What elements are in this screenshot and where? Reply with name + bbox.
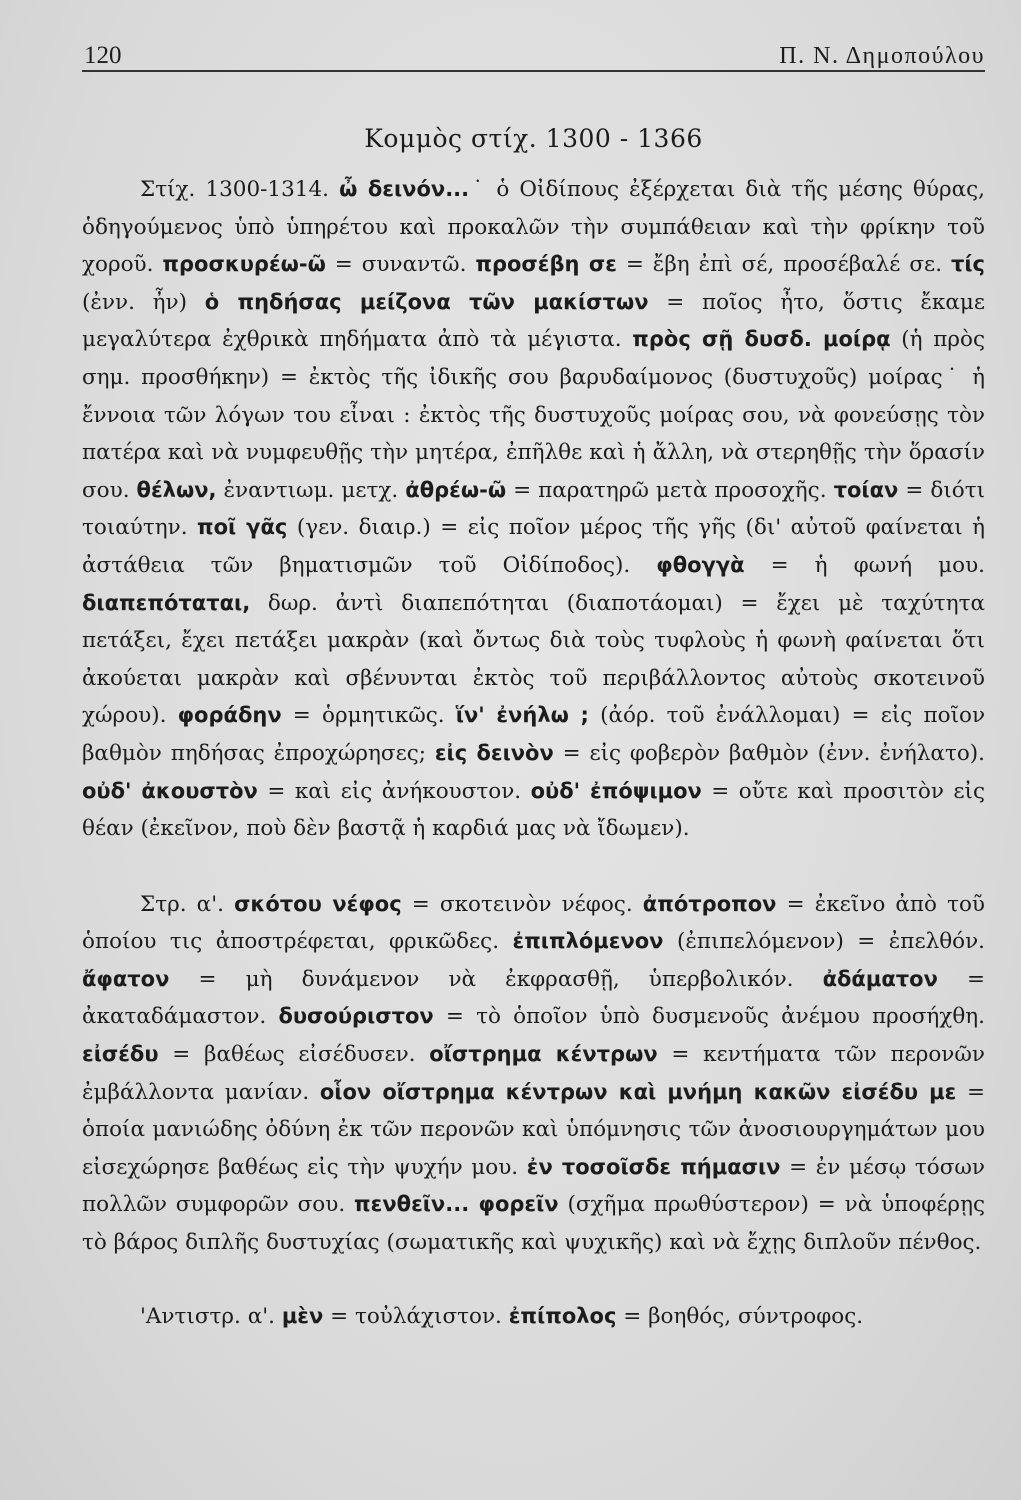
paragraph-indent — [82, 1304, 140, 1329]
lemma-term: μὲν — [281, 1303, 324, 1328]
gloss-text: (ἀόρ. τοῦ ἐνάλλομαι) = εἰς ποῖον βαθμὸν πηδήσας ἐπροχώρησες; — [82, 703, 986, 766]
lemma-term: ἐπιπλόμενον — [512, 929, 664, 954]
lemma-term: εἰσέδυ — [82, 1042, 159, 1067]
lemma-term: οἷον οἴστρημα κέντρων καὶ μνήμη κακῶν εἰσέδυ με — [319, 1079, 957, 1104]
gloss-text: = ἡ φωνή μου. — [744, 552, 985, 578]
gloss-text: (ἡ πρὸς σημ. προσθήκην) = ἐκτὸς τῆς ἰδικῆς σου βαρυδαίμονος (δυστυχοῦς) μοίρας˙ ἡ ἔννοια τῶν λόγων του εἶναι : ἐκτὸς τῆς δυστυχοῦς μοίρας σου, νὰ φονεύσῃς τὸν πατέρα καὶ νὰ νυμφευθῇς τὴν μητέρα, ἐπῆλθε καὶ ἡ ἄλλη, νὰ στερηθῇς τὴν ὅρασίν σου. — [82, 327, 985, 503]
lemma-term: οὐδ' ἐπόψιμον — [530, 778, 702, 803]
gloss-text: = τοὐλάχιστον. — [323, 1303, 509, 1329]
gloss-text: = βαθέως εἰσέδυσεν. — [158, 1042, 430, 1068]
paragraph-indent — [82, 177, 140, 202]
gloss-text: = κεντήματα τῶν περονῶν ἐμβάλλοντα μανίαν. — [82, 1042, 985, 1105]
lemma-term: ἄφατον — [82, 966, 170, 991]
lemma-term: δυσούριστον — [278, 1004, 434, 1029]
paragraph-gap — [82, 1262, 985, 1298]
gloss-text: (ἐπιπελόμενον) = ἐπελθόν. — [663, 929, 985, 955]
gloss-text: (σχῆμα πρωθύστερον) = νὰ ὑποφέρῃς τὸ βάρος διπλῆς δυστυχίας (σωματικῆς καὶ ψυχικῆς) καὶ νὰ ἔχῃς διπλοῦν πένθος. — [82, 1192, 985, 1256]
gloss-text: ἐναντιωμ. μετχ. — [216, 477, 406, 503]
lemma-term: ἀθρέω-ῶ — [405, 477, 507, 502]
lemma-term: τίς — [950, 252, 986, 277]
gloss-text: = εἰς φοβερὸν βαθμὸν (ἐνν. ἐνήλατο). — [553, 740, 986, 766]
paragraph-gap — [82, 848, 985, 886]
lemma-term: ἀπότροπον — [642, 891, 777, 916]
lemma-term: οἴστρημα κέντρων — [429, 1042, 658, 1067]
lemma-term: ἐν τοσοῖσδε πήμασιν — [526, 1154, 781, 1179]
lemma-term: ἵν' ἐνήλω ; — [455, 703, 589, 728]
lemma-term: εἰς δεινὸν — [434, 740, 554, 765]
gloss-text: = τὸ ὁποῖον ὑπὸ δυσμενοῦς ἀνέμου προσήχθη. — [433, 1004, 985, 1030]
lemma-term: πρὸς σῇ δυσδ. μοίρᾳ — [632, 327, 891, 352]
section-title: Κομμὸς στίχ. 1300 - 1366 — [364, 124, 703, 153]
lemma-term: θέλων, — [136, 477, 217, 502]
lemma-term: οὐδ' ἀκουστὸν — [82, 778, 258, 803]
lemma-term: τοίαν — [833, 477, 899, 502]
gloss-text: = διότι τοιαύτην. — [82, 477, 986, 541]
gloss-text: = ὁρμητικῶς. — [281, 703, 456, 729]
lemma-term: ἀδάματον — [822, 966, 938, 991]
gloss-text: = ἔβη ἐπὶ σέ, προσέβαλέ σε. — [616, 252, 951, 278]
gloss-text: = παρατηρῶ μετὰ προσοχῆς. — [506, 477, 834, 503]
gloss-text: = μὴ δυνάμενον νὰ ἐκφρασθῇ, ὑπερβολικόν. — [169, 966, 823, 992]
page-number: 120 — [84, 42, 122, 69]
gloss-text: 'Αντιστρ. α'. — [140, 1303, 282, 1329]
gloss-text: = συναντῶ. — [325, 252, 476, 278]
gloss-text: = σκοτεινὸν νέφος. — [401, 891, 643, 917]
gloss-text: = οὔτε καὶ προσιτὸν εἰς θέαν (ἐκεῖνον, ποὺ δὲν βαστᾷ ἡ καρδιά μας νὰ ἴδωμεν). — [82, 778, 985, 842]
lemma-term: φθογγὰ — [656, 552, 745, 577]
lemma-term: προσέβη σε — [475, 252, 617, 277]
gloss-text: = ὁποία μανιώδης ὀδύνη ἐκ τῶν περονῶν καὶ ὑπόμνησις τῶν ἀνοσιουργημάτων μου εἰσεχώρησε βαθέως εἰς τὴν ψυχήν μου. — [82, 1079, 985, 1180]
gloss-text: Στίχ. 1300-1314. — [140, 177, 340, 202]
gloss-text: (ἐνν. ἦν) — [82, 289, 205, 315]
lemma-term: σκότου νέφος — [234, 891, 402, 916]
gloss-text: ˙ ὁ Οἰδίπους ἐξέρχεται διὰ τῆς μέσης θύρας, ὁδηγούμενος ὑπὸ ὑπηρέτου καὶ προκαλῶν τὴν συμπάθειαν καὶ τὴν φρίκην τοῦ χοροῦ. — [82, 177, 985, 278]
gloss-text: = καὶ εἰς ἀνήκουστον. — [257, 778, 531, 804]
paragraph-antistrophe-a — [82, 1298, 985, 1336]
lemma-term: ἐπίπολος — [508, 1303, 617, 1328]
page-header — [82, 30, 985, 72]
gloss-text: Στρ. α'. — [140, 891, 235, 917]
lemma-term: ὁ πηδήσας μείζονα τῶν μακίστων — [204, 289, 649, 314]
gloss-text: = ἐν μέσῳ τόσων πολλῶν συμφορῶν σου. — [82, 1154, 985, 1218]
gloss-text: = βοηθός, σύντροφος. — [616, 1303, 864, 1329]
paragraph-verses-1300-1314 — [82, 171, 985, 848]
lemma-term: φοράδην — [177, 703, 282, 728]
lemma-term: διαπεπόταται, — [82, 590, 251, 615]
lemma-term: πενθεῖν... φορεῖν — [354, 1192, 559, 1217]
running-head: Π. Ν. Δημοπούλου — [779, 43, 985, 69]
gloss-text: δωρ. ἀντὶ διαπεπότηται (διαποτάομαι) = ἔχει μὲ ταχύτητα πετάξει, ἔχει πετάξει μακρὰν (καὶ ὄντως διὰ τοὺς τυφλοὺς ἡ φωνὴ φαίνεται ὅτι ἀκούεται μακρὰν καὶ σβένυνται ἐκτὸς τοῦ περιβάλλοντος αὐτοὺς σκοτεινοῦ χώρου). — [82, 590, 985, 729]
lemma-term: προσκυρέω-ῶ — [162, 252, 326, 277]
lemma-term: ποῖ γᾶς — [197, 515, 288, 540]
gloss-text: = ποῖος ἦτο, ὅστις ἔκαμε μεγαλύτερα ἐχθρικὰ πηδήματα ἀπὸ τὰ μέγιστα. — [82, 289, 985, 353]
gloss-text: = ἐκεῖνο ἀπὸ τοῦ ὁποίου τις ἀποστρέφεται, φρικῶδες. — [82, 891, 985, 955]
paragraph-indent — [82, 892, 140, 917]
lemma-term: ὦ δεινόν... — [339, 177, 470, 201]
paragraph-strophe-a — [82, 886, 985, 1262]
gloss-text: = ἀκαταδάμαστον. — [82, 966, 985, 1030]
gloss-text: (γεν. διαιρ.) = εἰς ποῖον μέρος τῆς γῆς (δι' αὐτοῦ φαίνεται ἡ ἀστάθεια τῶν βηματισμῶν τοῦ Οἰδίποδος). — [82, 515, 985, 578]
